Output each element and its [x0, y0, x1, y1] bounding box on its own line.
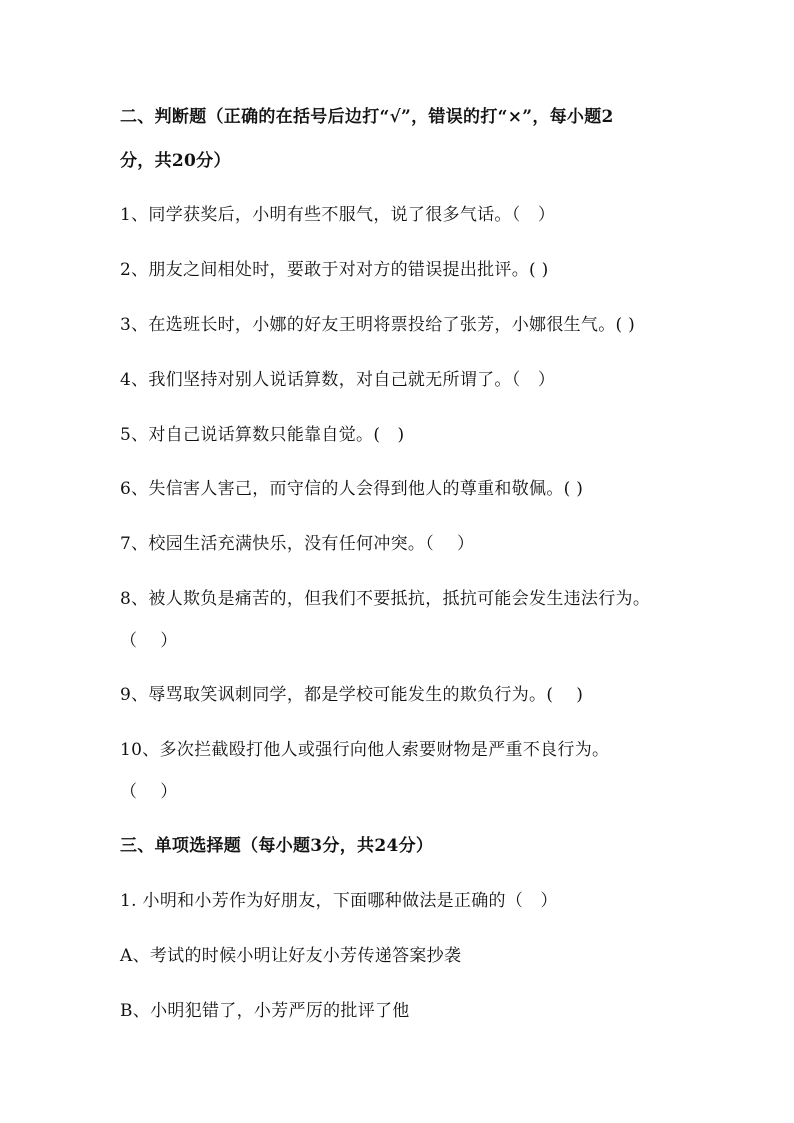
question-item: 4、我们坚持对别人说话算数，对自己就无所谓了。（ ） — [120, 370, 556, 390]
question-item: 2、朋友之间相处时，要敢于对对方的错误提出批评。( ) — [120, 260, 549, 280]
question-item-continuation: （ ） — [120, 782, 178, 802]
question-item: 6、失信害人害己，而守信的人会得到他人的尊重和敬佩。( ) — [120, 479, 584, 499]
question-item-continuation: （ ） — [120, 631, 178, 651]
section2-heading-line2: 分，共20分） — [120, 151, 231, 171]
question-item: 8、被人欺负是痛苦的，但我们不要抵抗，抵抗可能会发生违法行为。 — [120, 589, 651, 609]
answer-option: B、小明犯错了，小芳严厉的批评了他 — [120, 1001, 410, 1021]
question-item: 1、同学获奖后，小明有些不服气，说了很多气话。（ ） — [120, 205, 556, 225]
section3-heading: 三、单项选择题（每小题3分，共24分） — [120, 836, 434, 856]
question-item: 5、对自己说话算数只能靠自觉。( ) — [120, 425, 405, 445]
question-item: 9、辱骂取笑讽刺同学，都是学校可能发生的欺负行为。( ) — [120, 685, 584, 705]
question-item: 1. 小明和小芳作为好朋友，下面哪种做法是正确的（ ） — [120, 891, 558, 911]
answer-option: A、考试的时候小明让好友小芳传递答案抄袭 — [120, 946, 462, 966]
question-item: 3、在选班长时，小娜的好友王明将票投给了张芳，小娜很生气。( ) — [120, 315, 636, 335]
section2-heading-line1: 二、判断题（正确的在括号后边打“√”，错误的打“×”，每小题2 — [120, 107, 614, 127]
question-item: 7、校园生活充满快乐，没有任何冲突。（ ） — [120, 534, 475, 554]
question-item: 10、多次拦截殴打他人或强行向他人索要财物是严重不良行为。 — [120, 740, 610, 760]
